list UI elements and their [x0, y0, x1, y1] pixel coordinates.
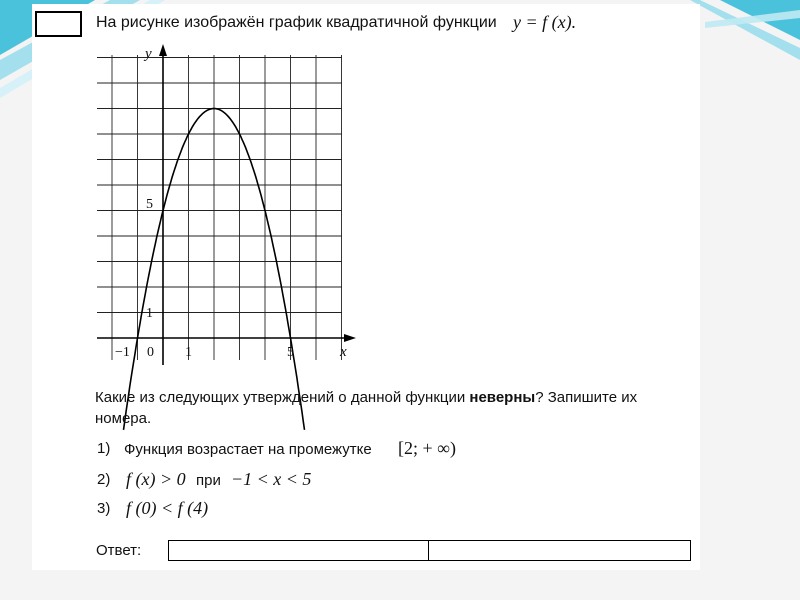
- data-point: [137, 337, 139, 339]
- question-line-2: номера.: [95, 410, 152, 427]
- answer-label: Ответ:: [96, 542, 142, 559]
- intro-text: На рисунке изображён график квадратичной функции: [96, 14, 497, 31]
- statement-2-formula-b: −1 < x < 5: [231, 469, 312, 489]
- data-point: [162, 210, 164, 212]
- statement-2-number: 2): [97, 471, 111, 488]
- answer-cell-1[interactable]: [168, 540, 430, 561]
- data-point: [290, 337, 292, 339]
- x-axis-arrow: [344, 334, 356, 342]
- question-text: Какие из следующих утверждений о данной функции: [95, 389, 466, 406]
- statement-3-number: 3): [97, 500, 111, 517]
- data-point: [264, 210, 266, 212]
- x-axis-label: x: [340, 344, 347, 360]
- data-point: [213, 108, 215, 110]
- statement-1-text: Функция возрастает на промежутке: [124, 441, 372, 458]
- intro-formula: y = f (x).: [513, 12, 577, 32]
- statement-2-formula-a: f (x) > 0: [126, 469, 186, 489]
- x-tick-label: 0: [147, 345, 154, 360]
- question-emphasis: неверны: [469, 389, 536, 406]
- answer-cell-2[interactable]: [428, 540, 691, 561]
- statement-1-formula: [2; + ∞): [398, 438, 456, 458]
- y-axis-label: y: [145, 46, 152, 62]
- question-suffix: ? Запишите их: [535, 389, 638, 406]
- question-line-1: [95, 389, 637, 406]
- statement-2-word: при: [196, 472, 221, 489]
- statement-3-formula: f (0) < f (4): [126, 498, 209, 518]
- x-tick-label: −1: [115, 345, 130, 360]
- x-tick-label: 5: [287, 345, 294, 360]
- y-axis-arrow: [159, 44, 167, 56]
- statement-1-number: 1): [97, 440, 111, 457]
- y-tick-label: 1: [146, 306, 153, 321]
- x-tick-label: 1: [185, 345, 192, 360]
- y-tick-label: 5: [146, 197, 153, 212]
